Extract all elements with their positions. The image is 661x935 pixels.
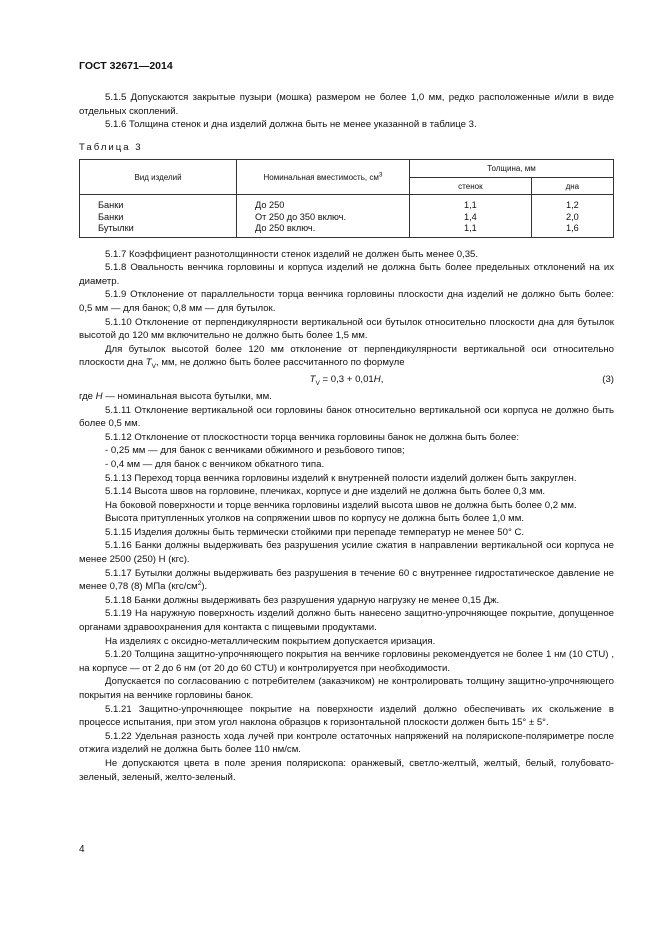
paragraph-5-1-6: 5.1.6 Толщина стенок и дна изделий должна быть не менее указанной в таблице 3. bbox=[105, 119, 477, 131]
table-row bbox=[80, 223, 614, 237]
paragraph-5-1-22: 5.1.22 Удельная разность хода лучей при контроле остаточных напряжений на полярископе-поляриметре после отжига изделий не должна быть более 110 нм/см. bbox=[79, 730, 614, 756]
table-header-walls: стенок bbox=[410, 177, 532, 195]
cell-walls: 1,1 bbox=[410, 195, 532, 212]
cell-capacity: От 250 до 350 включ. bbox=[237, 212, 410, 223]
cell-bottom: 1,6 bbox=[531, 223, 613, 237]
paragraph-5-1-20-b: Допускается по согласованию с потребителем (заказчиком) не контролировать толщину защитно-упрочняющего покрытия на венчике горловины банок. bbox=[79, 676, 614, 701]
table-header-type: Вид изделий bbox=[80, 160, 237, 195]
paragraph-5-1-11: 5.1.11 Отклонение вертикальной оси горловины банок относительно вертикальной оси корпуса не должно быть более 0,5 мм. bbox=[79, 404, 614, 430]
cell-type: Бутылки bbox=[80, 223, 237, 237]
page-number: 4 bbox=[79, 844, 85, 855]
table-caption: Таблица 3 bbox=[79, 141, 143, 153]
paragraph-5-1-16: 5.1.16 Банки должны выдерживать без разрушения усилие сжатия в направлении вертикальной оси корпуса не менее 2500 (250) Н (кгс). bbox=[79, 540, 614, 566]
cell-capacity: До 250 bbox=[237, 195, 410, 212]
paragraph-5-1-13: 5.1.13 Переход торца венчика горловины изделий к внутренней полости изделий должен быть закруглен. bbox=[105, 472, 577, 484]
formula-3 bbox=[79, 371, 614, 389]
paragraph-5-1-12: 5.1.12 Отклонение от плоскостности торца венчика горловины банок не должна быть более: bbox=[105, 431, 520, 443]
paragraph-5-1-14-c: Высота притупленных уголков на сопряжении швов по корпусу не должна быть более 1,0 мм. bbox=[105, 513, 524, 525]
paragraph-5-1-19: 5.1.19 На наружную поверхность изделий должно быть нанесено защитно-упрочняющее покрытие, допущенное органами здравоохранения для контакта с пищевыми продуктами. bbox=[79, 608, 614, 634]
cell-walls: 1,1 bbox=[410, 223, 532, 237]
paragraph-5-1-8: 5.1.8 Овальность венчика горловины и корпуса изделий не должна быть более предельных отклонений на их диаметр. bbox=[79, 262, 614, 287]
paragraph-5-1-5: 5.1.5 Допускаются закрытые пузыри (мошка) размером не более 1,0 мм, редко расположенные и/или в виде отдельных скоплений. bbox=[79, 92, 614, 117]
paragraph-5-1-14-b: На боковой поверхности и торце венчика горловины изделий высота швов не должна быть более 0,2 мм. bbox=[105, 499, 577, 511]
formula-expression: $T_V = 0,3 + 0,01H$, bbox=[309, 373, 384, 387]
paragraph-5-1-18: 5.1.18 Банки должны выдерживать без разрушения ударную нагрузку не менее 0,15 Дж. bbox=[105, 594, 500, 606]
thickness-table bbox=[79, 159, 614, 237]
list-item: - 0,4 мм — для банок с венчиком обкатного типа. bbox=[105, 458, 325, 470]
cell-bottom: 2,0 bbox=[531, 212, 613, 223]
cell-bottom: 1,2 bbox=[531, 195, 613, 212]
table-header-capacity: Номинальная вместимость, $см^3$ bbox=[237, 160, 410, 195]
formula-number: (3) bbox=[602, 373, 614, 385]
cell-walls: 1,4 bbox=[410, 212, 532, 223]
paragraph-5-1-14: 5.1.14 Высота швов на горловине, плечиках, корпусе и дне изделий не должна быть более 0,3 мм. bbox=[105, 486, 546, 498]
paragraph-5-1-19-b: На изделиях с оксидно-металлическим покрытием допускается иризация. bbox=[105, 635, 436, 647]
paragraph-5-1-22-b: Не допускаются цвета в поле зрения полярископа: оранжевый, светло-желтый, желтый, белый, голубовато-зеленый, зеленый, желто-зеленый. bbox=[79, 757, 614, 783]
paragraph-5-1-9: 5.1.9 Отклонение от параллельности торца венчика горловины плоскости дна изделий не должно быть более: 0,5 мм — для банок; 0,8 мм — для бутылок. bbox=[79, 289, 614, 314]
paragraph-5-1-20: 5.1.20 Толщина защитно-упрочняющего покрытия на венчике горловины рекомендуется не более 1 нм (10 CTU) , на корпусе — от 2 до 6 нм (от 20 до 60 CTU) и контролируется при необходимости. bbox=[79, 649, 614, 674]
paragraph-5-1-7: 5.1.7 Коэффициент разнотолщинности стенок изделий не должен быть менее 0,35. bbox=[105, 248, 479, 260]
paragraph-where: где H — номинальная высота бутылки, мм. bbox=[79, 390, 272, 402]
list-item: - 0,25 мм — для банок с венчиками обжимного и резьбового типов; bbox=[105, 445, 405, 457]
paragraph-5-1-10: 5.1.10 Отклонение от перпендикулярности вертикальной оси бутылок относительно плоскости дна для бутылок высотой до 120 мм включительно не должно быть более 1,5 мм. bbox=[79, 316, 614, 342]
table-row bbox=[80, 195, 614, 212]
table-header-thickness: Толщина, мм bbox=[410, 160, 614, 178]
table-header-bottom: дна bbox=[531, 177, 613, 195]
paragraph-5-1-21: 5.1.21 Защитно-упрочняющее покрытие на поверхности изделий должно обеспечивать их скольжение в процессе испытания, при этом угол наклона образцов к горизонтальной плоскости должен быть 15° ± 5°. bbox=[79, 703, 614, 729]
paragraph-5-1-17: 5.1.17 Бутылки должны выдерживать без разрушения в течение 60 с внутреннее гидростатическое давление не менее 0,78 (8) МПа $(кгс/см^2)$. bbox=[79, 567, 614, 593]
cell-type: Банки bbox=[80, 195, 237, 212]
cell-type: Банки bbox=[80, 212, 237, 223]
paragraph-5-1-15: 5.1.15 Изделия должны быть термически стойкими при перепаде температур не менее 50° С. bbox=[105, 526, 525, 538]
cell-capacity: До 250 включ. bbox=[237, 223, 410, 237]
table-row bbox=[80, 212, 614, 223]
document-header: ГОСТ 32671—2014 bbox=[79, 60, 173, 72]
paragraph-tv-intro: Для бутылок высотой более 120 мм отклонение от перпендикулярности вертикальной оси относительно плоскости дна $T_V$, мм, не должно быть более рассчитанного по формуле bbox=[79, 343, 614, 371]
document-body bbox=[79, 91, 614, 784]
